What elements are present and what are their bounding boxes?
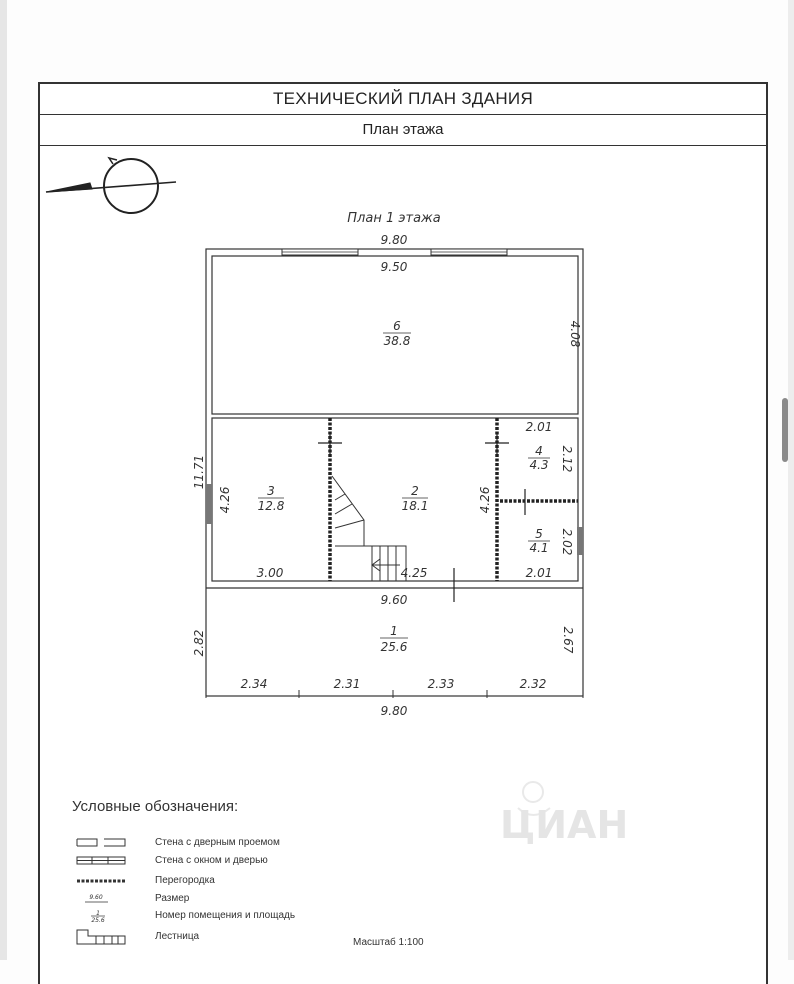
dim-bottom-seg-2: 2.31: [333, 677, 361, 691]
dim-bottom-seg-1: 2.34: [240, 677, 268, 691]
dim-bottom-seg-4: 2.32: [519, 677, 547, 691]
dim-room1-left-height: 2.82: [192, 629, 206, 657]
document-title: ТЕХНИЧЕСКИЙ ПЛАН ЗДАНИЯ: [40, 84, 766, 115]
dim-room5-height: 2.02: [560, 528, 574, 556]
svg-text:9.60: 9.60: [89, 894, 103, 901]
legend-item-stairs: Лестница: [155, 931, 200, 942]
legend-item-door-wall: Стена с дверным проемом: [155, 837, 280, 848]
dim-bottom-outer: 9.80: [380, 704, 408, 718]
room-2-area: 18.1: [401, 499, 429, 513]
legend-symbols: [77, 839, 125, 944]
watermark-text: ЦИАН: [500, 803, 629, 847]
room-1-area: 25.6: [380, 640, 408, 654]
room-1-number: 1: [390, 624, 398, 638]
dim-room1-right-height: 2.67: [561, 626, 575, 654]
legend-item-size: Размер: [155, 893, 190, 904]
watermark-logo: [500, 782, 628, 847]
room-2-number: 2: [411, 484, 419, 498]
room-4-area: 4.3: [529, 458, 549, 472]
dim-top-inner: 9.50: [380, 260, 408, 274]
legend-size-icon: [85, 894, 108, 902]
dim-middle-width: 9.60: [380, 593, 408, 607]
dim-top-outer: 9.80: [380, 233, 408, 247]
legend-item-partition: Перегородка: [155, 875, 215, 886]
top-windows: [282, 249, 507, 255]
side-windows: [206, 484, 583, 555]
svg-text:1: 1: [96, 910, 100, 917]
legend-title: Условные обозначения:: [72, 798, 239, 815]
legend-room-number-icon: [91, 910, 105, 924]
scale-label: Масштаб 1:100: [353, 937, 424, 948]
staircase: [332, 476, 406, 581]
room-4-number: 4: [535, 444, 543, 458]
legend-door-wall-icon: [77, 839, 125, 846]
legend-window-wall-icon: [77, 857, 125, 864]
dim-room5-width: 2.01: [525, 566, 553, 580]
dim-bottom-seg-3: 2.33: [427, 677, 455, 691]
dim-room2-height: 4.26: [478, 486, 492, 514]
plan-caption: План 1 этажа: [347, 211, 441, 226]
room-3-number: 3: [267, 484, 275, 498]
room-6-area: 38.8: [383, 334, 411, 348]
dim-total-height: 11.71: [192, 454, 206, 490]
legend-item-room-number: Номер помещения и площадь: [155, 910, 296, 921]
room-6-number: 6: [393, 319, 401, 333]
legend-item-window-wall: Стена с окном и дверью: [155, 855, 268, 866]
dim-room3-width: 3.00: [256, 566, 284, 580]
bottom-ticks: [206, 690, 583, 698]
partitions: [330, 418, 578, 581]
svg-text:25.6: 25.6: [91, 917, 105, 924]
room-5-area: 4.1: [529, 541, 549, 555]
dim-room2-width: 4.25: [400, 566, 428, 580]
dim-room6-height: 4.08: [568, 320, 582, 348]
document-subtitle: План этажа: [40, 115, 766, 146]
room-5-number: 5: [535, 527, 543, 541]
dim-room4-width: 2.01: [525, 420, 553, 434]
dim-room3-height: 4.26: [218, 486, 232, 514]
dim-room4-height: 2.12: [560, 445, 574, 473]
north-arrow-icon: [46, 158, 176, 213]
legend-stairs-icon: [77, 930, 125, 944]
room-3-area: 12.8: [257, 499, 285, 513]
